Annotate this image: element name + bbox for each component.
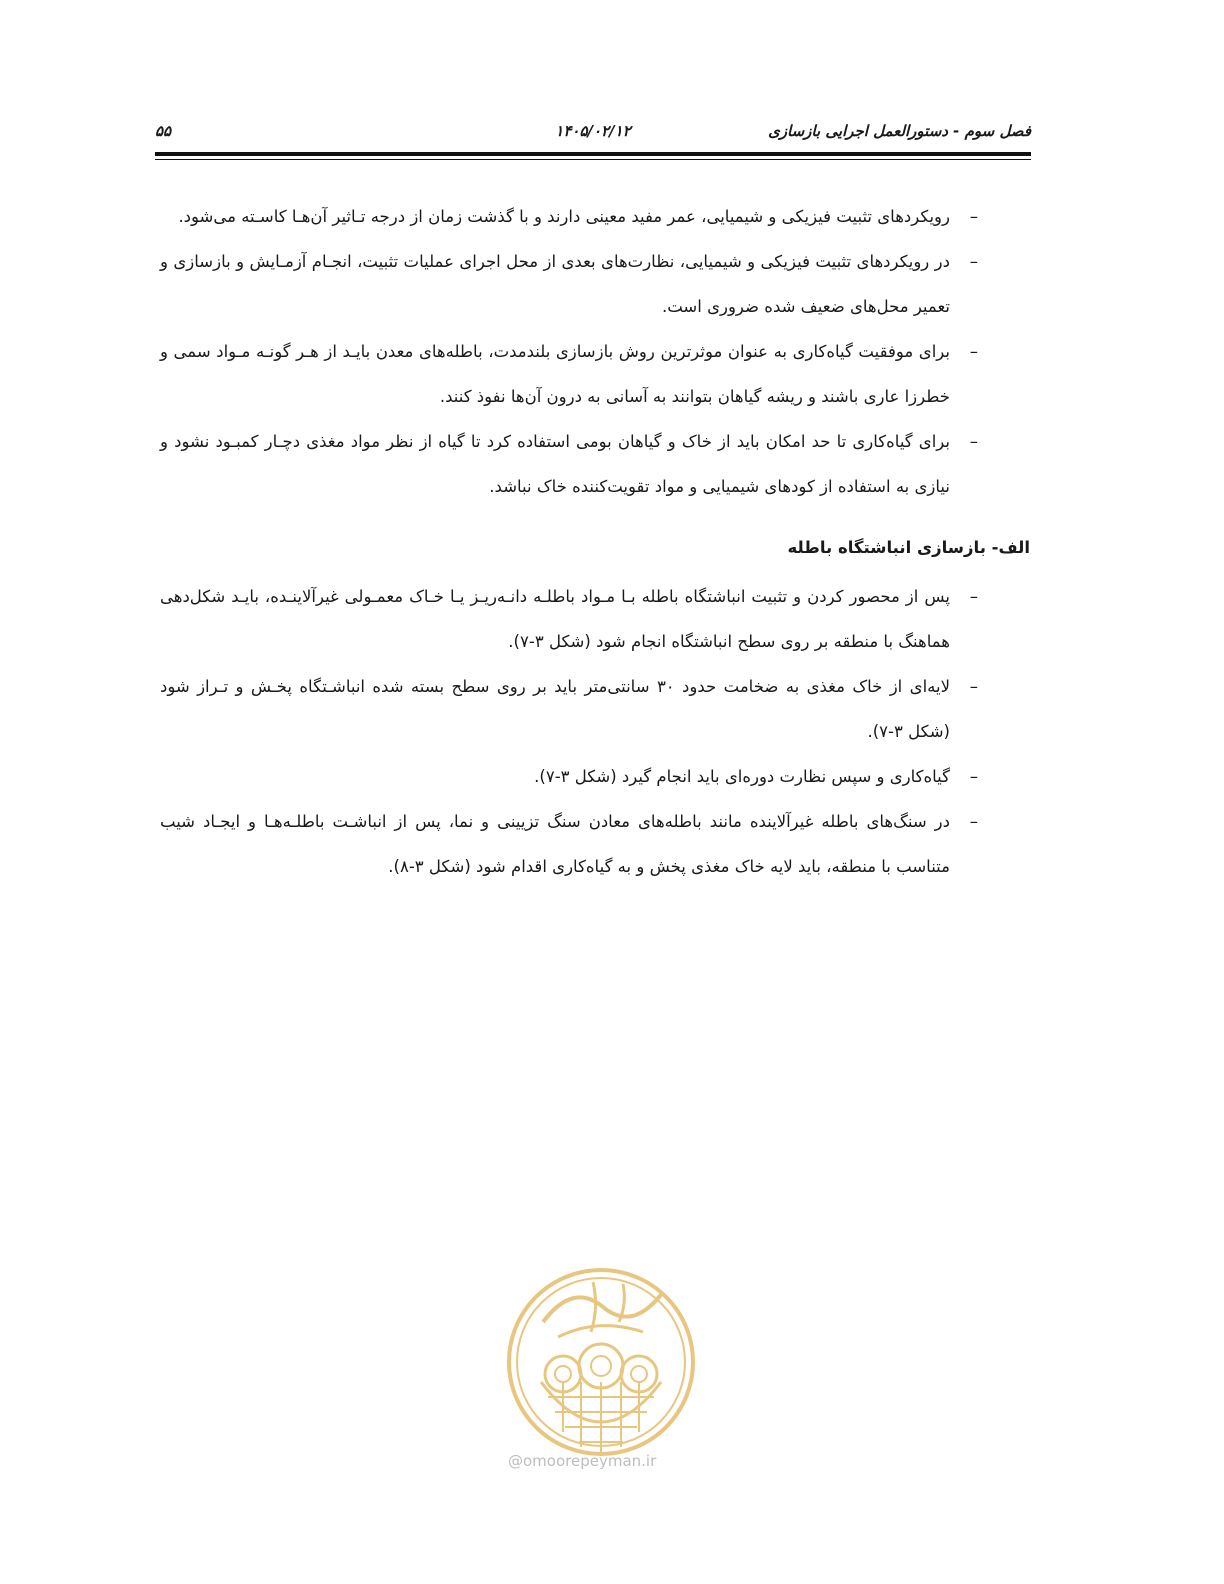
at-icon: @ <box>508 1452 523 1470</box>
list-item <box>160 799 980 889</box>
header-rule-thin <box>155 159 1031 160</box>
list-item-text: برای موفقیت گیاه‌کاری به عنوان موثرترین روش بازسازی بلندمدت، باطله‌های معدن بایـد از هـر گونـه مـواد سمی و خطرزا عاری باشند و ریشه گیاهان بتوانند به آسانی به درون آن‌ها نفوذ کنند. <box>160 342 950 406</box>
list-item-text: رویکردهای تثبیت فیزیکی و شیمیایی، عمر مفید معینی دارند و با گذشت زمان از درجه تـاثیر آن‌هـا کاسـته می‌شود. <box>178 207 950 226</box>
page-number: ۵۵ <box>155 122 172 140</box>
list-item-text: گیاه‌کاری و سپس نظارت دوره‌ای باید انجام گیرد (شکل ۳-۷). <box>534 767 950 786</box>
list-item-text: در سنگ‌های باطله غیرآلاینده مانند باطله‌های معادن سنگ تزیینی و نما، پس از انباشـت باطلـه‌هـا و ایجـاد شیب متناسب با منطقه، باید لایه خاک مغذی پخش و به گیاه‌کاری اقدام شود (شکل ۳-۸). <box>160 812 950 876</box>
header-rule-thick <box>155 152 1031 156</box>
bullet-dash: – <box>969 432 978 451</box>
list-item-text: برای گیاه‌کاری تا حد امکان باید از خاک و گیاهان بومی استفاده کرد تا گیاه از نظر مواد مغذی دچـار کمبـود نشود و نیازی به استفاده از کودهای شیمیایی و مواد تقویت‌کننده خاک نباشد. <box>160 432 950 496</box>
intro-bullet-list <box>160 194 980 509</box>
bullet-dash: – <box>969 252 978 271</box>
list-item-text: لایه‌ای از خاک مغذی به ضخامت حدود ۳۰ سانتی‌متر باید بر روی سطح بسته شده انباشـتگاه پخـش و تـراز شود (شکل ۳-۷). <box>160 677 951 741</box>
watermark-url-text: omoorepeyman.ir <box>523 1452 657 1470</box>
chapter-title: فصل سوم - دستورالعمل اجرایی بازسازی <box>768 122 1031 140</box>
list-item <box>160 419 980 509</box>
watermark-logo <box>503 1262 699 1472</box>
bullet-dash: – <box>969 207 978 226</box>
bullet-dash: – <box>969 812 978 831</box>
bullet-dash: – <box>969 677 978 696</box>
list-item <box>160 239 980 329</box>
list-item-text: پس از محصور کردن و تثبیت انباشتگاه باطله بـا مـواد باطلـه دانـه‌ریـز یـا خـاک معمـولی غیرآلاینـده، بایـد شکل‌دهی هماهنگ با منطقه بر روی سطح انباشتگاه انجام شود (شکل ۳-۷). <box>160 587 950 651</box>
bullet-dash: – <box>969 587 978 606</box>
list-item <box>160 664 980 754</box>
watermark-url <box>508 1452 708 1470</box>
body-content <box>160 194 1030 889</box>
list-item-text: در رویکردهای تثبیت فیزیکی و شیمیایی، نظارت‌های بعدی از محل اجرای عملیات تثبیت، انجـام آزمـایش و بازسازی و تعمیر محل‌های ضعیف شده ضروری است. <box>160 252 950 316</box>
list-item <box>160 329 980 419</box>
list-item <box>160 194 980 239</box>
header-date: ۱۴۰۵/۰۲/۱۲ <box>555 122 631 140</box>
bullet-dash: – <box>969 342 978 361</box>
list-item <box>160 754 980 799</box>
section-bullet-list <box>160 574 980 889</box>
list-item <box>160 574 980 664</box>
page-header <box>155 118 1031 148</box>
bullet-dash: – <box>969 767 978 786</box>
section-heading: الف- بازسازی انباشتگاه باطله <box>787 538 1030 557</box>
